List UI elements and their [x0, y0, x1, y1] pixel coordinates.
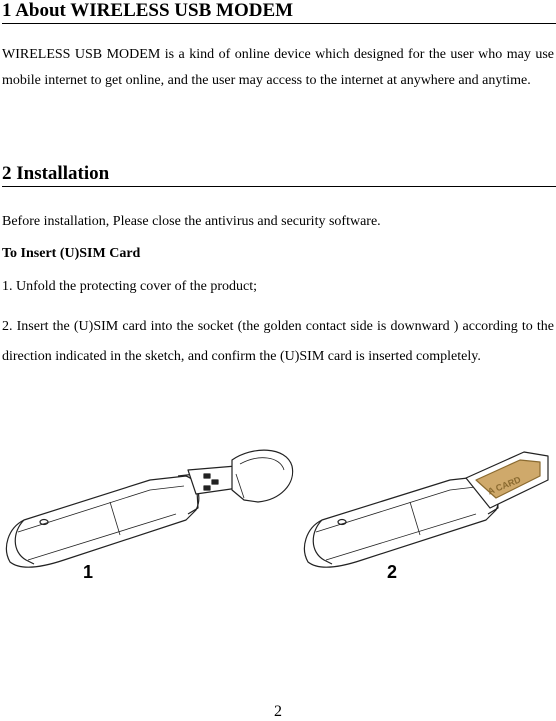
- step-1-text: 1. Unfold the protecting cover of the product;: [2, 279, 258, 294]
- section-heading-about: 1 About WIRELESS USB MODEM: [2, 0, 556, 24]
- section-heading-installation: 2 Installation: [2, 163, 556, 187]
- figure-label-1: 1: [82, 562, 94, 582]
- step-2-text: 2. Insert the (U)SIM card into the socket (the golden contact side is downward ) according to the direction indicated in the sketch, and confirm the (U)SIM card is inserted completely.: [2, 319, 554, 364]
- insert-sim-subheading: To Insert (U)SIM Card: [2, 246, 141, 261]
- usb-modem-2: [304, 452, 548, 567]
- usb-modem-1: [6, 450, 292, 567]
- before-installation-text: Before installation, Please close the antivirus and security software.: [2, 214, 381, 229]
- figure-card-label: A CARD: [486, 474, 523, 497]
- usb-modem-sim-illustration: [0, 440, 556, 590]
- page-number: 2: [274, 703, 282, 720]
- about-paragraph: WIRELESS USB MODEM is a kind of online device which designed for the user who may use mobile internet to get online, and the user may access to the internet at anywhere and anytime.: [2, 47, 554, 88]
- figure-label-2: 2: [386, 562, 398, 582]
